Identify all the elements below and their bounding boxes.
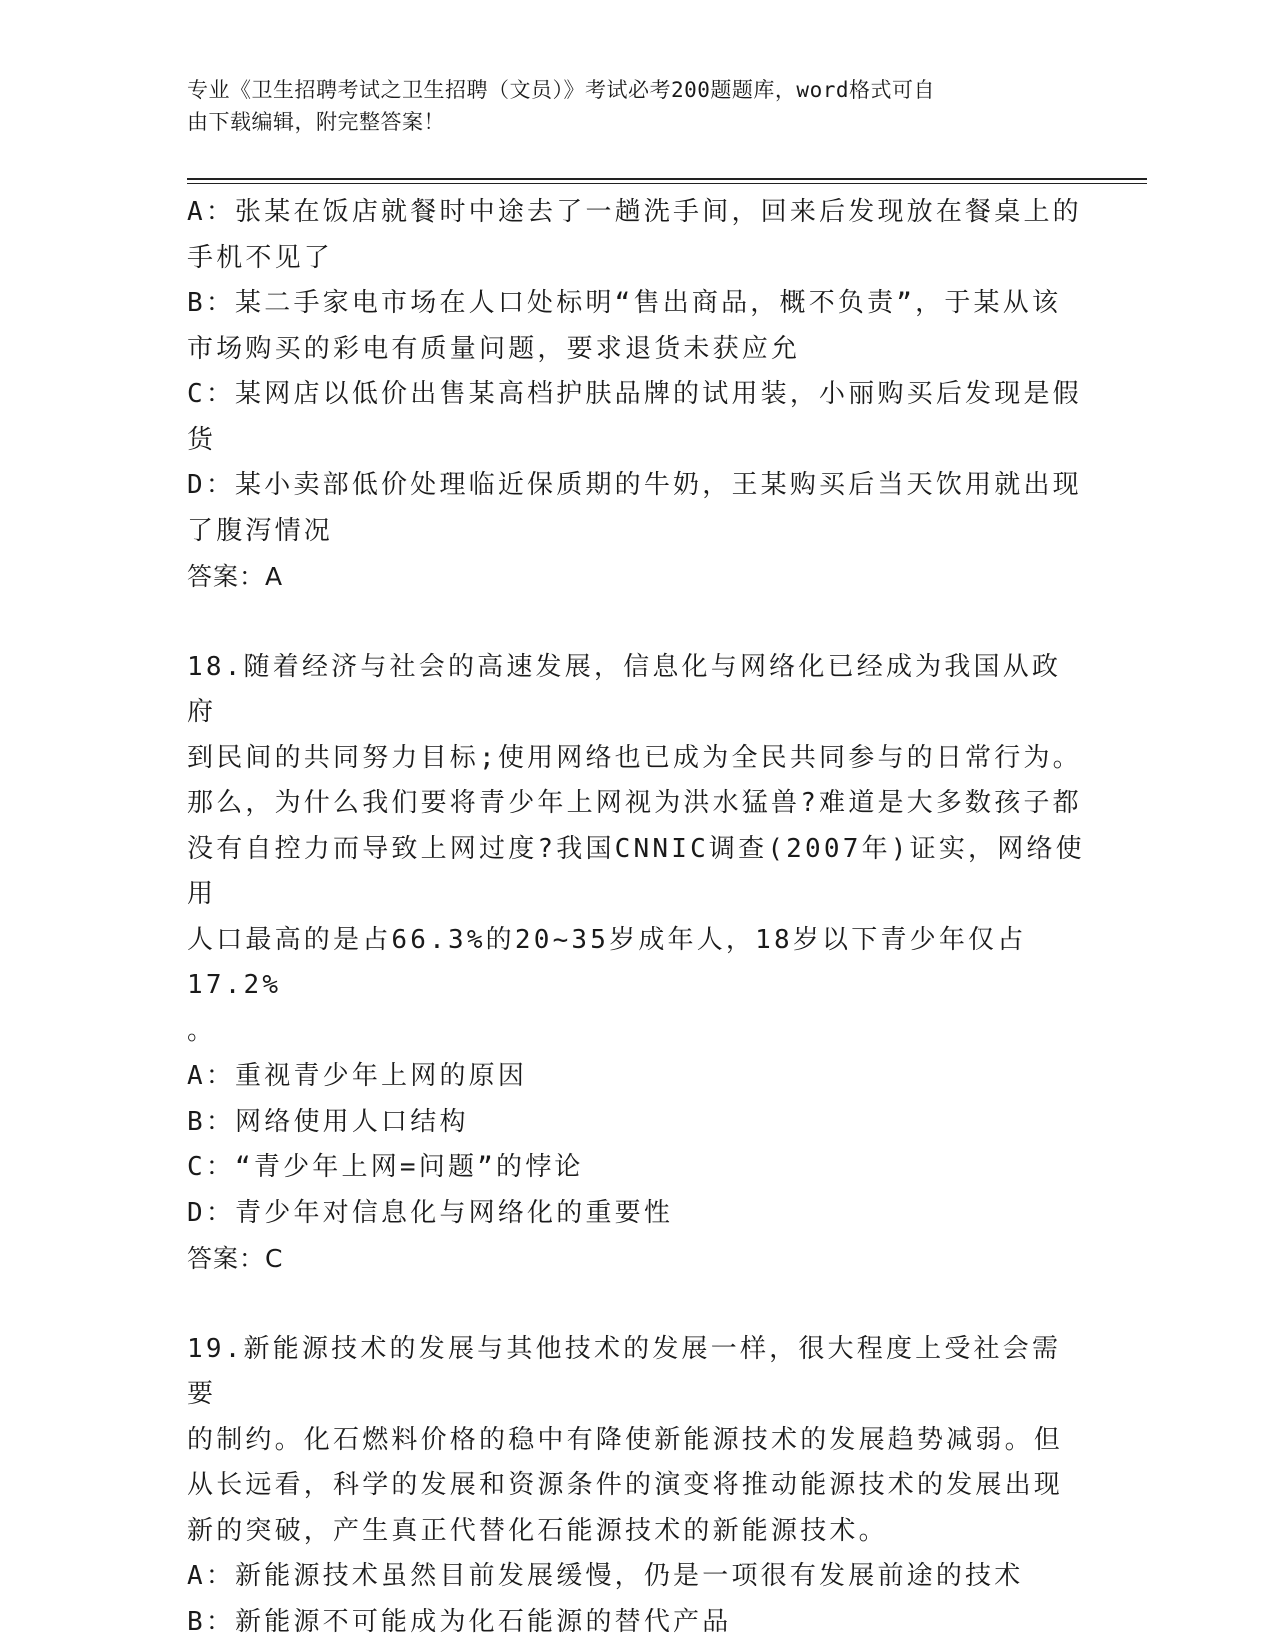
option-text: 了腹泻情况 [187, 515, 334, 546]
question-18-option-a: A：重视青少年上网的原因 [187, 1061, 528, 1091]
stem-line: 19.新能源技术的发展与其他技术的发展一样，很大程度上受社会需要 [187, 1333, 1062, 1409]
option-text: B：某二手家电市场在人口处标明“售出商品，概不负责”，于某从该 [187, 288, 1062, 318]
option-text: 市场购买的彩电有质量问题，要求退货未获应允 [187, 333, 801, 364]
stem-line: 到民间的共同努力目标;使用网络也已成为全民共同参与的日常行为。 [187, 742, 1082, 773]
option-text: D：某小卖部低价处理临近保质期的牛奶，王某购买后当天饮用就出现 [187, 470, 1082, 500]
spacer [187, 600, 1087, 645]
question-19 [187, 1327, 1087, 1646]
header-line-2: 由下载编辑，附完整答案！ [187, 110, 445, 134]
question-19-option-a: A：新能源技术虽然目前发展缓慢，仍是一项很有发展前途的技术 [187, 1561, 1024, 1591]
question-18 [187, 645, 1087, 1282]
document-header [187, 74, 1067, 138]
option-text: 手机不见了 [187, 242, 334, 273]
stem-line: 从长远看，科学的发展和资源条件的演变将推动能源技术的发展出现 [187, 1470, 1064, 1500]
stem-line: 那么，为什么我们要将青少年上网视为洪水猛兽?难道是大多数孩子都 [187, 788, 1082, 818]
option-text: 货 [187, 424, 217, 455]
stem-line: 的制约。化石燃料价格的稳中有降使新能源技术的发展趋势减弱。但 [187, 1424, 1064, 1455]
stem-line: 没有自控力而导致上网过度?我国CNNIC调查(2007年)证实，网络使用 [187, 833, 1085, 909]
question-18-stem [187, 645, 1087, 1055]
question-17 [187, 190, 1087, 600]
stem-line: 新的突破，产生真正代替化石能源技术的新能源技术。 [187, 1515, 888, 1546]
option-text: A：张某在饭店就餐时中途去了一趟洗手间，回来后发现放在餐桌上的 [187, 197, 1082, 227]
spacer [187, 1282, 1087, 1327]
question-19-stem [187, 1327, 1087, 1555]
question-18-option-c: C：“青少年上网=问题”的悖论 [187, 1152, 584, 1182]
question-17-option-c [187, 372, 1087, 463]
stem-line: 。 [187, 1015, 217, 1046]
question-17-option-d [187, 463, 1087, 554]
question-17-option-b [187, 281, 1087, 372]
document-body [187, 190, 1087, 1645]
option-text: C：某网店以低价出售某高档护肤品牌的试用装，小丽购买后发现是假 [187, 379, 1082, 409]
question-17-answer: 答案：A [187, 562, 284, 591]
header-rule-thin [187, 183, 1147, 184]
question-19-option-b: B：新能源不可能成为化石能源的替代产品 [187, 1606, 732, 1637]
question-17-option-a [187, 190, 1087, 281]
header-rule-thick [187, 178, 1147, 180]
question-18-option-b: B：网络使用人口结构 [187, 1106, 469, 1137]
question-18-answer: 答案：C [187, 1244, 284, 1273]
header-line-1: 专业《卫生招聘考试之卫生招聘（文员）》考试必考200题题库，word格式可自 [187, 78, 935, 102]
stem-line: 18.随着经济与社会的高速发展，信息化与网络化已经成为我国从政府 [187, 651, 1062, 727]
question-18-option-d: D：青少年对信息化与网络化的重要性 [187, 1197, 674, 1228]
stem-line: 人口最高的是占66.3%的20~35岁成年人，18岁以下青少年仅占17.2% [187, 924, 1027, 1000]
